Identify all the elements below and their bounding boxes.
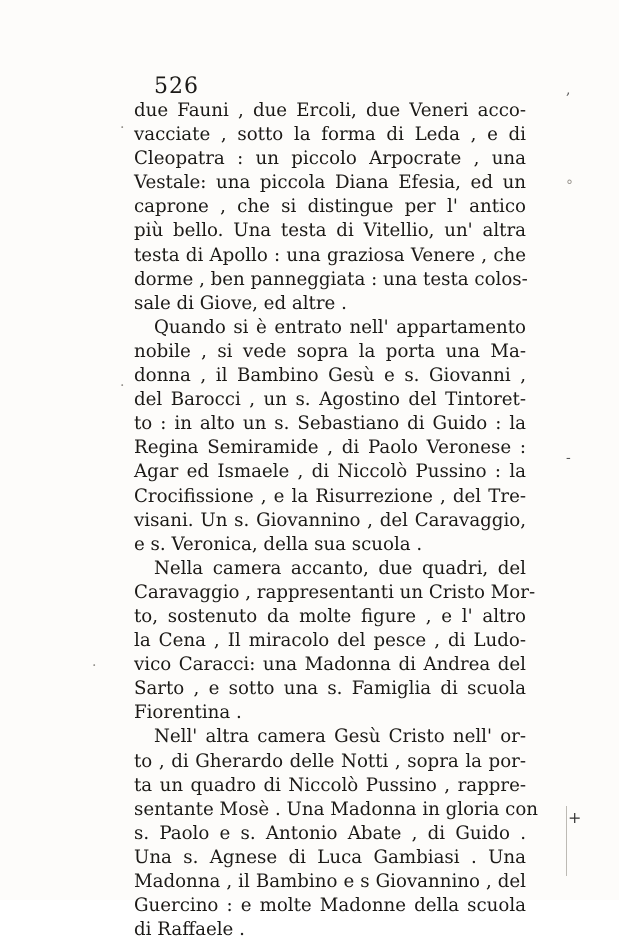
text-line: Nella camera accanto, due quadri, del xyxy=(154,557,526,579)
margin-speck: · xyxy=(92,658,97,674)
text-line: dorme , ben panneggiata : una testa colos- xyxy=(134,268,528,290)
text-line: sale di Giove, ed altre . xyxy=(134,292,347,314)
text-line: due Fauni , due Ercoli, due Veneri acco- xyxy=(134,100,526,121)
text-line: vico Caracci: una Madonna di Andrea del xyxy=(134,654,526,676)
text-line: visani. Un s. Giovannino , del Caravaggio, xyxy=(134,509,526,531)
paragraph-1 xyxy=(134,99,526,316)
text-line: Guercino : e molte Madonne della scuola xyxy=(134,895,526,917)
margin-speck: , xyxy=(566,82,571,98)
text-line: Sarto , e sotto una s. Famiglia di scuola xyxy=(134,678,526,700)
text-line: s. Paolo e s. Antonio Abate , di Guido . xyxy=(134,822,526,844)
text-line: ta un quadro di Niccolò Pussino , rappre- xyxy=(134,774,526,796)
text-line: Vestale: una piccola Diana Efesia, ed un xyxy=(134,172,526,194)
text-line: Quando si è entrato nell' appartamento xyxy=(154,316,526,338)
text-line: del Barocci , un s. Agostino del Tintoret- xyxy=(134,389,526,411)
text-line: donna , il Bambino Gesù e s. Giovanni , xyxy=(134,365,526,387)
text-line: to : in alto un s. Sebastiano di Guido : la xyxy=(134,413,526,435)
page-number: 526 xyxy=(154,74,199,99)
text-line: più bello. Una testa di Vitellio, un' altra xyxy=(134,220,526,242)
text-line: di Raffaele . xyxy=(134,919,245,941)
text-line: Cleopatra : un piccolo Arpocrate , una xyxy=(134,148,526,170)
margin-speck: - xyxy=(566,450,571,466)
paragraph-2 xyxy=(134,316,526,557)
text-line: testa di Apollo : una graziosa Venere , che xyxy=(134,244,526,266)
text-line: vacciate , sotto la forma di Leda , e di xyxy=(134,124,526,146)
margin-speck: · xyxy=(120,120,125,136)
text-line: nobile , si vede sopra la porta una Ma- xyxy=(134,340,526,362)
text-line: Regina Semiramide , di Paolo Veronese : xyxy=(134,437,526,459)
text-line: la Cena , Il miracolo del pesce , di Ludo- xyxy=(134,630,526,652)
margin-rule xyxy=(566,806,567,876)
margin-speck: + xyxy=(568,808,582,827)
text-line: e s. Veronica, della sua scuola . xyxy=(134,533,423,555)
text-line: Nell' altra camera Gesù Cristo nell' or- xyxy=(154,726,526,748)
text-line: to , di Gherardo delle Notti , sopra la por- xyxy=(134,750,526,772)
margin-speck: · xyxy=(120,378,125,394)
margin-speck: ° xyxy=(566,178,573,194)
text-line: Fiorentina . xyxy=(134,702,242,724)
text-line: caprone , che si distingue per l' antico xyxy=(134,196,526,218)
text-line: Caravaggio , rappresentanti un Cristo Mor- xyxy=(134,581,536,603)
paragraph-3 xyxy=(134,557,536,726)
body-text xyxy=(134,99,539,942)
text-line: to, sostenuto da molte figure , e l' altro xyxy=(134,605,526,627)
text-line: Madonna , il Bambino e s Giovannino , del xyxy=(134,871,526,892)
text-line: Una s. Agnese di Luca Gambiasi . Una xyxy=(134,846,526,868)
text-line: sentante Mosè . Una Madonna in gloria con xyxy=(134,798,539,820)
text-line: Crocifissione , e la Risurrezione , del Tre- xyxy=(134,485,526,507)
paragraph-4 xyxy=(134,725,539,942)
text-line: Agar ed Ismaele , di Niccolò Pussino : la xyxy=(134,461,526,483)
